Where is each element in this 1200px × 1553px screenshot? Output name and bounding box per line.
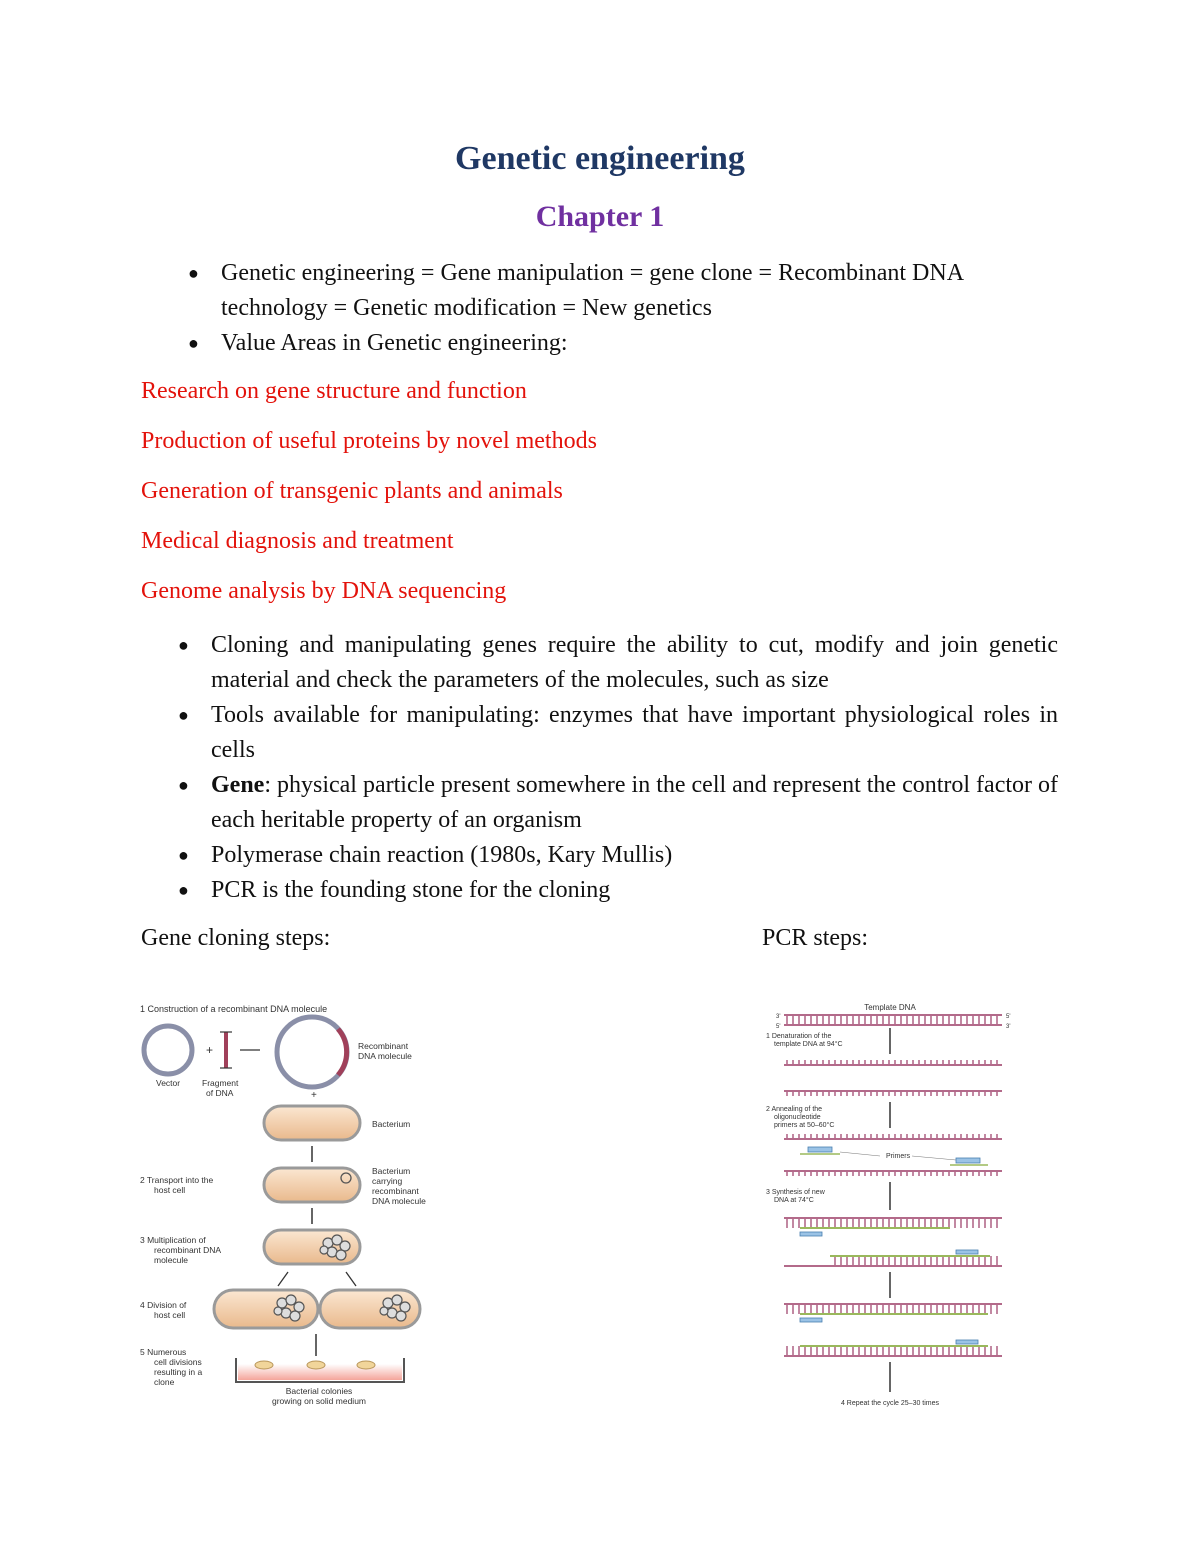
list-item-text: Value Areas in Genetic engineering: [221,330,568,356]
bacterium-label: Bacterium [372,1119,411,1129]
list-item-text: Cloning and manipulating genes require the ability to cut, modify and join genetic material and check the parameters of the molecules, such as size [211,632,1058,693]
bullet-icon: ● [178,705,189,725]
list-item-text: : physical particle present somewhere in the cell and represent the control factor of each heritable property of an organism [211,772,1059,833]
single-strand [784,1134,1002,1139]
arrow-icon [278,1272,288,1286]
list-item-text: PCR is the founding stone for the cloning [211,877,611,903]
new-dna-duplex [784,1340,1002,1356]
recombinant-label: DNA molecule [358,1051,412,1061]
step2-caption: oligonucleotide [774,1114,821,1121]
bullet-icon: ● [178,635,189,655]
gene-term: Gene [211,772,265,798]
vector-plasmid [144,1026,192,1074]
step3-caption: recombinant DNA [154,1245,222,1255]
single-strand [784,1091,1002,1096]
colony [357,1361,375,1369]
bullet-icon: ● [178,880,189,900]
list-item [178,873,1058,908]
step4-caption: 4 Repeat the cycle 25–30 times [840,1400,940,1407]
svg-text:3': 3' [1006,1024,1011,1030]
recombinant-label: Recombinant [358,1041,409,1051]
step5-caption: resulting in a [154,1367,203,1377]
step3-caption: 3 Multiplication of [140,1235,206,1245]
pcr-label: PCR steps: [762,925,869,951]
step3-caption: molecule [154,1255,189,1265]
colonies-label: growing on solid medium [271,1396,367,1406]
vector-label: Vector [156,1078,181,1088]
step5-caption: cell divisions [154,1357,202,1367]
extending-strand [784,1218,1002,1236]
value-area-item: Research on gene structure and function [141,378,527,404]
step5-caption: 5 Numerous [140,1347,187,1357]
extending-strand [784,1250,1002,1266]
bullet-icon: ● [178,845,189,865]
step2-caption: 2 Transport into the [140,1175,214,1185]
svg-text:5': 5' [1006,1014,1011,1020]
step2-caption: primers at 50–60°C [774,1122,835,1129]
carrying-label: carrying [372,1176,403,1186]
plus-sign: + [206,1043,214,1057]
svg-text:5': 5' [776,1024,781,1030]
carrying-label: recombinant [372,1186,419,1196]
step4-caption: 4 Division of [140,1300,187,1310]
colonies-label: Bacterial colonies [285,1386,353,1396]
document-title: Genetic engineering [455,140,745,177]
list-item [188,256,1068,326]
bullet-icon: ● [188,263,199,283]
step2-caption: 2 Annealing of the [766,1106,823,1113]
list-item [188,326,1068,361]
colony [307,1361,325,1369]
template-dna [784,1015,1002,1025]
list-item-text: Tools available for manipulating: enzymes that have important physiological roles in cells [211,702,1058,763]
value-area-item: Generation of transgenic plants and animals [141,478,563,504]
bacterium [264,1106,360,1140]
chapter-heading: Chapter 1 [535,200,665,233]
primer [956,1158,980,1163]
gene-cloning-label: Gene cloning steps: [141,925,331,951]
gene-cloning-figure [136,998,436,1412]
fragment-label: of DNA [206,1088,234,1098]
bullet-icon: ● [188,333,199,353]
list-item [178,698,1058,768]
svg-text:+: + [311,1090,317,1101]
list-item [178,768,1058,838]
carrying-label: DNA molecule [372,1196,426,1206]
main-bullet-list [178,628,1058,908]
step1-caption: 1 Construction of a recombinant DNA molecule [140,1004,328,1014]
new-dna-duplex [784,1304,1002,1322]
arrow-icon [346,1272,356,1286]
step4-caption: host cell [154,1310,186,1320]
step1-caption: template DNA at 94°C [774,1041,843,1048]
step3-caption: 3 Synthesis of new [766,1189,825,1196]
recombinant-plasmid [277,1017,347,1087]
carrying-label: Bacterium [372,1166,411,1176]
colony [255,1361,273,1369]
primers-label: Primers [886,1153,911,1160]
value-area-item: Medical diagnosis and treatment [141,528,454,554]
primer [808,1147,832,1152]
single-strand [784,1060,1002,1065]
list-item [178,838,1058,873]
list-item-text: Genetic engineering = Gene manipulation = gene clone = Recombinant DNA technology = Genetic modification = New genetics [221,260,963,321]
step2-caption: host cell [154,1185,186,1195]
step5-caption: clone [154,1377,175,1387]
single-strand [784,1171,1002,1176]
step3-caption: DNA at 74°C [774,1197,814,1204]
value-area-item: Production of useful proteins by novel methods [141,428,597,454]
fragment-label: Fragment [202,1078,239,1088]
svg-text:3': 3' [776,1014,781,1020]
list-item [178,628,1058,698]
list-item-text: Polymerase chain reaction (1980s, Kary Mullis) [211,842,673,868]
bullet-icon: ● [178,775,189,795]
intro-bullet-list [188,256,1068,361]
template-label: Template DNA [864,1003,916,1012]
pcr-figure [760,998,1020,1412]
value-area-item: Genome analysis by DNA sequencing [141,578,507,604]
step1-caption: 1 Denaturation of the [766,1033,832,1040]
